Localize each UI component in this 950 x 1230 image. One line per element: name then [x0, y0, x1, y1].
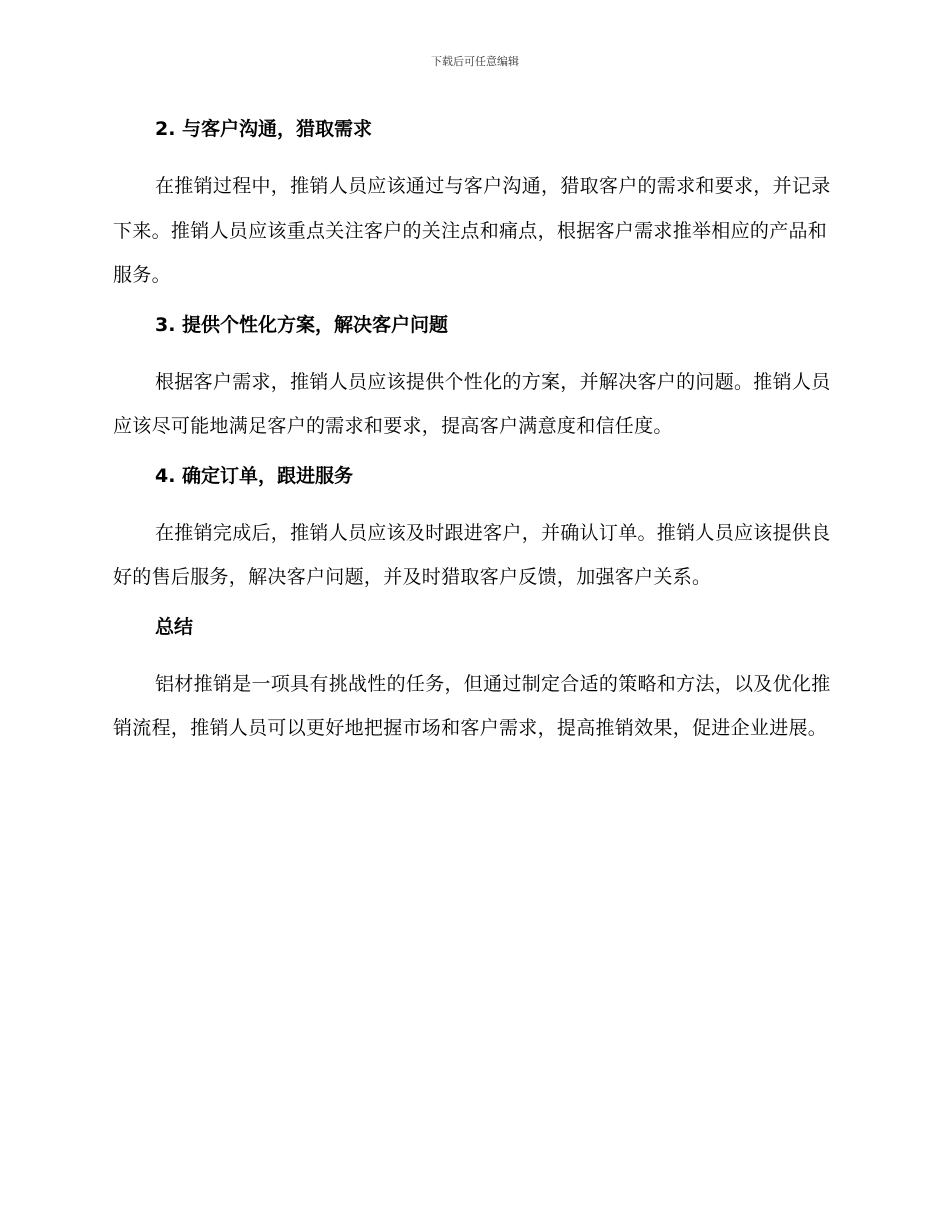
document-body	[113, 112, 833, 751]
section-paragraph-summary: 铝材推销是一项具有挑战性的任务，但通过制定合适的策略和方法，以及优化推销流程，推销人员可以更好地把握市场和客户需求，提高推销效果，促进企业进展。	[113, 672, 831, 739]
section-heading-solution: 3. 提供个性化方案，解决客户问题	[155, 313, 449, 336]
header-note: 下载后可任意编辑	[431, 55, 519, 68]
section-heading-summary: 总结	[155, 615, 194, 638]
section-heading-communicate: 2. 与客户沟通，猎取需求	[155, 118, 373, 140]
section-paragraph-communicate: 在推销过程中，推销人员应该通过与客户沟通，猎取客户的需求和要求，并记录下来。推销人员应该重点关注客户的关注点和痛点，根据客户需求推举相应的产品和服务。	[113, 175, 831, 286]
section-paragraph-solution: 根据客户需求，推销人员应该提供个性化的方案，并解决客户的问题。推销人员应该尽可能地满足客户的需求和要求，提高客户满意度和信任度。	[113, 370, 831, 437]
section-heading-order: 4. 确定订单，跟进服务	[155, 464, 354, 487]
section-paragraph-order: 在推销完成后，推销人员应该及时跟进客户，并确认订单。推销人员应该提供良好的售后服务，解决客户问题，并及时猎取客户反馈，加强客户关系。	[113, 521, 831, 588]
